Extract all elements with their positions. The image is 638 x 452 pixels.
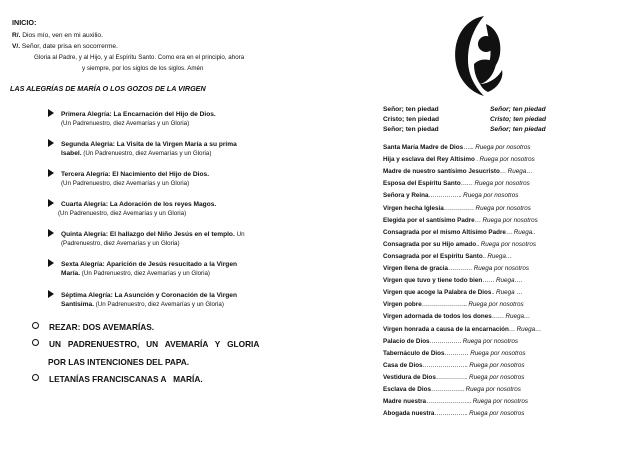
litany-invocation: Tabernáculo de Dios [383,349,445,357]
virgin-and-child-icon [440,12,520,100]
litany-response: Ruega… [505,313,531,321]
litany-dots: …………….. [428,192,462,200]
bullet-item-2-cont: POR LAS INTENCIONES DEL PAPA. [48,357,190,367]
litany-invocation: Vestidura de Dios [383,373,436,381]
joy-title: Primera Alegría: La Encarnación del Hijo de Dios. [61,111,216,118]
litany-response: Ruega por nosotros [473,265,530,272]
response-row [383,106,546,113]
litany-item [383,277,523,284]
litany-dots: …... [463,144,474,151]
litany-item [383,313,530,320]
litany-dots: ………………….. [421,301,467,309]
joy-title: Sexta Alegría: Aparición de Jesús resucitado a la Virgen [61,261,238,268]
litany-item [383,289,523,296]
response-right: Señor; ten piedad [490,106,546,113]
joy-title: Séptima Alegría: La Asunción y Coronación de la Virgen [61,292,237,299]
litany-invocation: Señora y Reina [383,192,429,200]
litany-dots: …………….. [430,386,464,393]
section-title: LAS ALEGRÍAS DE MARÍA O LOS GOZOS DE LA VIRGEN [10,84,206,93]
joy-note: (Un Padrenuestro, diez Avemarías y un Gloria) [95,301,224,308]
joy-note: (Un Padrenuestro, diez Avemarías y un Gloria) [81,270,210,277]
litany-invocation: Virgen pobre [383,301,422,309]
bullet-text: REZAR: DOS AVEMARÍAS. [49,322,155,332]
arrow-bullet-icon [48,199,54,207]
litany-response: Ruega por nosotros [469,410,525,418]
litany-response: Ruega.. [513,228,536,236]
litany-dots: .. [491,289,495,297]
arrow-bullet-icon [48,290,54,298]
litany-invocation: Casa de Dios [383,361,423,369]
bullet-text: LETANÍAS FRANCISCANAS A MARÍA. [49,374,203,384]
litany-dots: …………….. [434,410,468,418]
litany-dots: …… [482,277,495,285]
litany-dots: ………………….. [422,361,468,369]
litany-response: Ruega… [487,252,513,260]
litany-response: Ruega por nosotros [472,398,528,406]
joy-note-cont: (Padrenuestro, diez Avemarías y un Gloria) [61,240,180,247]
litany-dots: … [505,228,512,236]
arrow-bullet-icon [48,139,54,147]
litany-dots: … [508,325,515,333]
intro-response-line [12,32,103,39]
litany-invocation: Palacio de Dios [383,337,430,345]
litany-response: Ruega… [507,168,533,176]
joy-title: Segunda Alegría: La Visita de la Virgen María a su prima [61,141,237,148]
joy-title: Cuarta Alegría: La Adoración de los reyes Magos. [61,201,217,208]
bullet-item-1 [32,322,154,332]
joy-title-cont: Santísima. [61,301,94,308]
joy-item-6 [48,259,237,277]
litany-item [383,326,541,333]
litany-item [383,265,529,272]
litany-response: Ruega por nosotros [462,337,519,345]
litany-dots: ………… [447,265,472,272]
response-right: Señor; ten piedad [490,126,546,133]
litany-response: Ruega… [516,325,542,333]
joy-note: (Un Padrenuestro, diez Avemarías y un Gloria) [83,150,212,157]
response-row [383,126,546,133]
litany-response: Ruega por nosotros [475,204,531,212]
joy-note: (Un Padrenuestro, diez Avemarías y un Gloria) [58,210,187,217]
litany-response: Ruega por nosotros [468,301,524,309]
litany-response: Ruega por nosotros [470,349,526,357]
litany-response: Ruega por nosotros [480,240,537,248]
response-left: Señor; ten piedad [383,126,439,133]
arrow-bullet-icon [48,259,54,267]
litany-response: Ruega por nosotros [479,156,535,164]
litany-item [383,229,536,236]
litany-dots: .. [482,252,486,260]
response-label: R/. [12,32,21,39]
litany-response: Ruega…. [496,277,523,285]
litany-invocation: Virgen honrada a causa de la encarnación [383,325,509,333]
litany-invocation: Consagrada por el Espíritu Santo [383,252,483,260]
intro-versicle-line [12,43,118,50]
litany-response: Ruega por nosotros [465,386,521,393]
litany-invocation: Abogada nuestra [383,410,435,418]
litany-invocation: Virgen que acoge la Palabra de Dios [383,289,492,297]
litany-dots: ……………. [435,373,468,381]
litany-response: Ruega por nosotros [474,180,530,188]
arrow-bullet-icon [48,169,54,177]
litany-invocation: Virgen llena de gracia [383,265,448,272]
joy-note: (Un Padrenuestro, diez Avemarías y un Gloria) [61,180,190,187]
litany-item [383,144,531,151]
joy-item-1 [48,109,216,127]
joy-title: Tercera Alegría: El Nacimiento del Hijo de Dios. [61,171,210,178]
joy-title-cont: Isabel. [61,150,82,157]
litany-item [383,374,524,381]
litany-item [383,386,521,393]
litany-dots: . [474,156,478,164]
response-left: Cristo; ten piedad [383,116,440,123]
response-left: Señor; ten piedad [383,106,439,113]
litany-invocation: Consagrada por su Hijo amado [383,240,477,248]
litany-item [383,156,535,163]
litany-dots: … [499,168,506,176]
litany-invocation: Elegida por el santísimo Padre [383,216,475,224]
litany-invocation: Virgen adornada de todos los dones [383,313,492,321]
litany-invocation: Hija y esclava del Rey Altísimo [383,156,475,164]
bullet-item-2 [32,339,259,349]
response-text: Dios mío, ven en mi auxilio. [22,32,103,39]
joy-item-2 [48,139,237,157]
litany-response: Ruega … [496,289,523,297]
versicle-label: V/. [12,43,21,50]
litany-item [383,217,538,224]
joy-note: (Un Padrenuestro, diez Avemarías y un Gloria) [61,120,190,127]
gloria-line-1: Gloria al Padre, y al Hijo, y al Espíritu Santo. Como era en el principio, ahora [34,54,245,61]
litany-response: Ruega por nosotros [482,216,538,224]
joy-item-3 [48,169,209,187]
litany-item [383,410,524,417]
litany-item [383,192,518,199]
litany-item [383,301,524,308]
litany-item [383,350,526,357]
joy-item-5 [48,229,245,247]
gloria-line-2: y siempre, por los siglos de los siglos. Amén [82,65,204,72]
litany-invocation: Esclava de Dios [383,386,431,393]
bullet-item-3 [32,374,203,384]
litany-item [383,398,528,405]
litany-response: Ruega por nosotros [463,192,519,200]
response-row [383,116,547,123]
litany-invocation: Consagrada por el mismo Altísimo Padre [383,228,506,236]
litany-dots: ………… [444,349,469,357]
litany-invocation: Virgen hecha Iglesia [383,204,444,212]
litany-response: Ruega por nosotros [469,361,525,369]
litany-invocation: Madre nuestra [383,398,427,406]
litany-dots: ………………….. [426,398,471,406]
litany-invocation: Esposa del Espíritu Santo [383,180,461,188]
litany-response: Ruega por nosotros [469,373,525,381]
response-right: Cristo; ten piedad [490,116,547,123]
litany-dots: .. [476,240,479,248]
litany-item [383,338,518,345]
bullet-text: UN PADRENUESTRO, UN AVEMARÍA Y GLORIA [49,339,260,349]
circle-bullet-icon [32,374,39,381]
litany-item [383,362,525,369]
litany-dots: … [474,216,481,224]
litany-response: Ruega por nosotros [475,144,531,151]
arrow-bullet-icon [48,229,54,237]
litany-invocation: Santa María Madre de Dios [383,144,464,151]
litany-item [383,253,512,260]
litany-invocation: Madre de nuestro santísimo Jesucristo [383,168,500,176]
litany-item [383,205,531,212]
litany-dots: ……………. [429,337,461,345]
litany-dots: …… [460,180,473,188]
joy-item-4 [48,199,216,217]
arrow-bullet-icon [48,109,54,117]
litany-item [383,180,530,187]
litany-invocation: Virgen que tuvo y tiene todo bien [383,277,483,285]
litany-item [383,241,536,248]
intro-heading: INICIO: [12,18,37,27]
litany-item [383,168,533,175]
circle-bullet-icon [32,322,39,329]
joy-title: Quinta Alegría: El hallazgo del Niño Jesús en el templo. [61,231,235,238]
litany-dots: …… [491,313,504,321]
joy-item-7 [48,290,237,308]
joy-note: Un [236,231,245,238]
litany-dots: …………… [443,204,474,212]
joy-title-cont: María. [61,270,81,277]
versicle-text: Señor, date prisa en socorrerme. [21,43,118,50]
circle-bullet-icon [32,339,39,346]
